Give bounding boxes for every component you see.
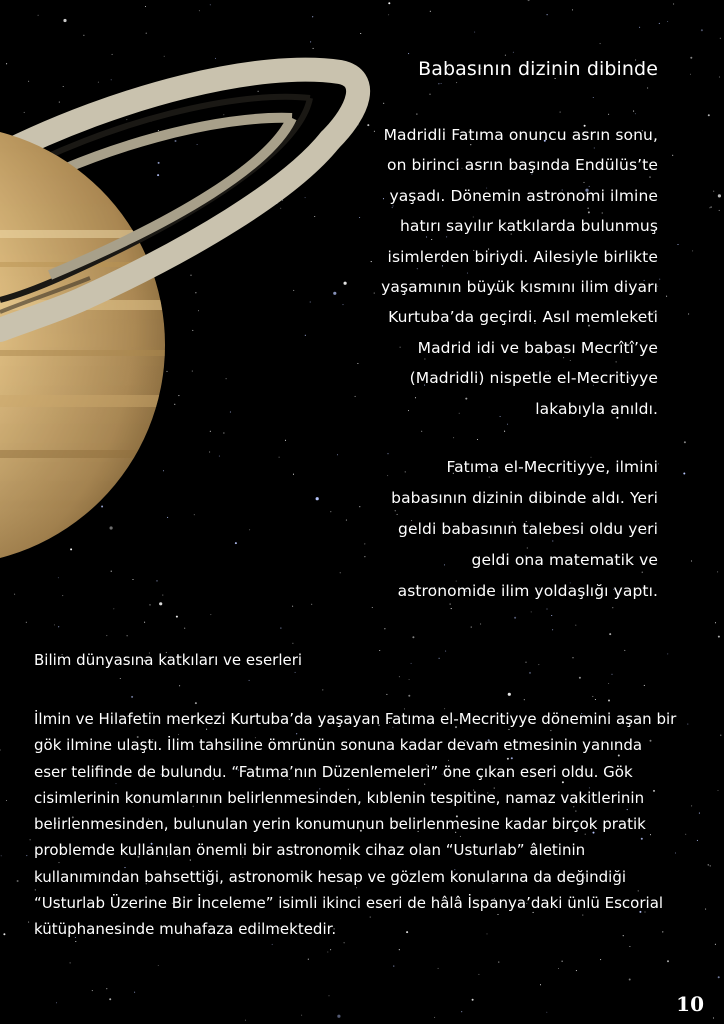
body-line: cisimlerinin konumlarının belirlenmesinden, kıblenin tespitine, namaz vakitlerinin	[34, 788, 645, 807]
intro-line: Kurtuba’da geçirdi. Asıl memleketi	[388, 308, 658, 327]
body-line: kullanımından bahsettiği, astronomik hesap ve gözlem konularına da değindiği	[34, 867, 627, 886]
body-line: İlmin ve Hilafetin merkezi Kurtuba’da yaşayan Fatıma el-Mecritiyye dönemini aşan bir	[34, 710, 677, 728]
intro-line: isimlerden biriydi. Ailesiyle birlikte	[387, 247, 658, 266]
body-paragraph	[34, 706, 676, 943]
intro-line: (Madridli) nispetle el-Mecritiyye	[409, 369, 658, 388]
second-line: babasının dizinin dibinde aldı. Yeri	[391, 489, 658, 507]
intro-line: on birinci asrın başında Endülüs’te	[387, 156, 658, 175]
section-heading: Bilim dünyasına katkıları ve eserleri	[34, 651, 303, 669]
second-line: astronomide ilim yoldaşlığı yaptı.	[397, 582, 658, 600]
intro-line: lakabıyla anıldı.	[535, 399, 658, 418]
second-paragraph	[391, 452, 658, 607]
intro-paragraph	[381, 120, 658, 424]
intro-line: yaşadı. Dönemin astronomi ilmine	[389, 186, 658, 205]
intro-line: yaşamının büyük kısmını ilim diyarı	[381, 278, 658, 297]
body-line: “Usturlab Üzerine Bir İnceleme” isimli ikinci eseri de hâlâ İspanya’daki ünlü Escorial	[34, 894, 664, 913]
intro-line: Madridli Fatıma onuncu asrın sonu,	[383, 126, 658, 144]
body-line: belirlenmesinden, bulunulan yerin konumunun belirlenmesine kadar birçok pratik	[34, 815, 646, 834]
section-title-right: Babasının dizinin dibinde	[418, 58, 658, 80]
body-line: eser telifinde de bulundu. “Fatıma’nın Düzenlemeleri” öne çıkan eseri oldu. Gök	[34, 762, 633, 781]
second-line: Fatıma el-Mecritiyye, ilmini	[446, 458, 658, 476]
second-line: geldi babasının talebesi oldu yeri	[398, 520, 658, 538]
intro-line: hatırı sayılır katkılarda bulunmuş	[399, 217, 658, 236]
body-line: problemde kullanılan önemli bir astronomik cihaz olan “Usturlab” âletinin	[34, 841, 586, 860]
second-line: geldi ona matematik ve	[471, 551, 658, 569]
body-line: kütüphanesinde muhafaza edilmektedir.	[34, 920, 337, 939]
body-line: gök ilmine ulaştı. İlim tahsiline ömrünün sonuna kadar devam etmesinin yanında	[34, 736, 643, 755]
page-number: 10	[676, 992, 704, 1016]
intro-line: Madrid idi ve babası Mecrîtî’ye	[417, 338, 658, 357]
